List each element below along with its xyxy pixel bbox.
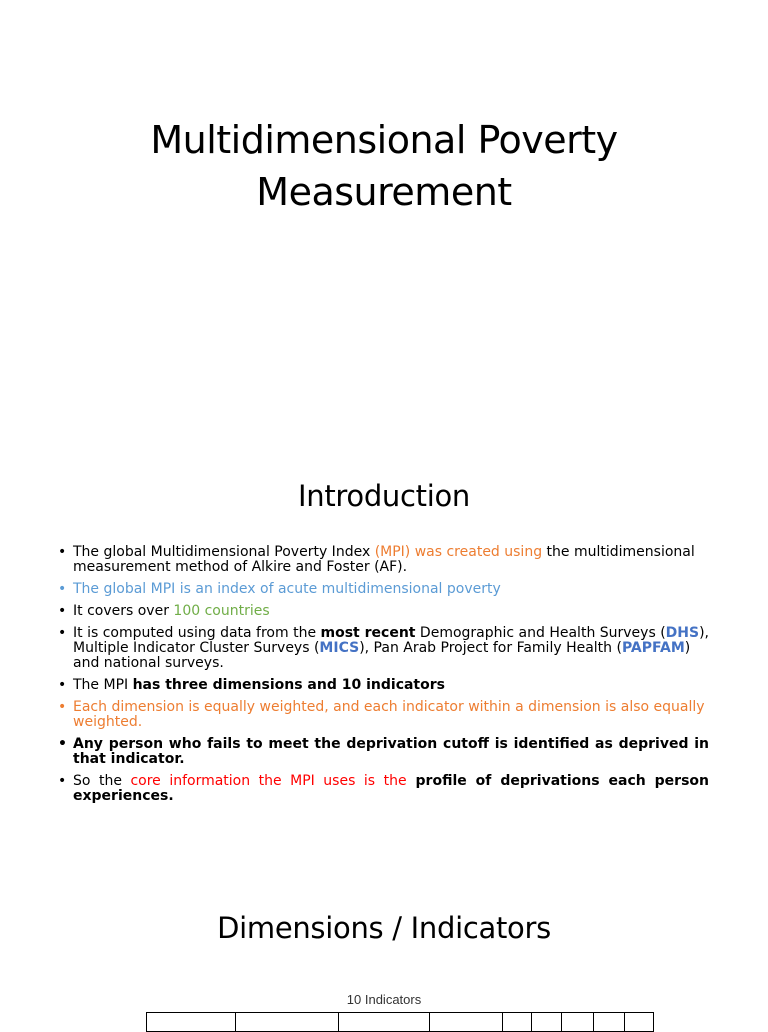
bullet-dimensions-count: • The MPI has three dimensions and 10 indicators	[56, 678, 709, 693]
dimensions-indicators-heading: Dimensions / Indicators	[217, 911, 551, 945]
bullet-mpi-definition: • The global Multidimensional Poverty Index (MPI) was created using the multidimensional measurement method of Alkire and Foster (AF).	[56, 545, 709, 575]
bullet-deprivation-profile: • So the core information the MPI uses is the profile of deprivations each person experiences.	[56, 774, 709, 804]
introduction-bullet-list	[56, 545, 709, 811]
table-caption: 10 Indicators	[346, 992, 422, 1007]
introduction-heading: Introduction	[297, 479, 470, 513]
table-column-divider	[531, 1013, 532, 1031]
table-column-divider	[502, 1013, 503, 1031]
indicators-table	[146, 1012, 654, 1032]
bullet-data-sources: • It is computed using data from the most recent Demographic and Health Surveys (DHS), Multiple Indicator Cluster Surveys (MICS), Pan Arab Project for Family Health (PAPFAM) and national surveys.	[56, 626, 709, 671]
slide-title: Multidimensional Poverty Measurement	[150, 118, 618, 214]
table-column-divider	[593, 1013, 594, 1031]
table-column-divider	[338, 1013, 339, 1031]
table-column-divider	[235, 1013, 236, 1031]
bullet-deprivation-cutoff: • Any person who fails to meet the deprivation cutoff is identified as deprived in that indicator.	[56, 737, 709, 767]
bullet-acute-poverty: • The global MPI is an index of acute multidimensional poverty	[56, 582, 709, 597]
bullet-equal-weighting: • Each dimension is equally weighted, and each indicator within a dimension is also equally weighted.	[56, 700, 709, 730]
bullet-country-coverage: • It covers over 100 countries	[56, 604, 709, 619]
table-column-divider	[624, 1013, 625, 1031]
table-column-divider	[561, 1013, 562, 1031]
table-column-divider	[429, 1013, 430, 1031]
